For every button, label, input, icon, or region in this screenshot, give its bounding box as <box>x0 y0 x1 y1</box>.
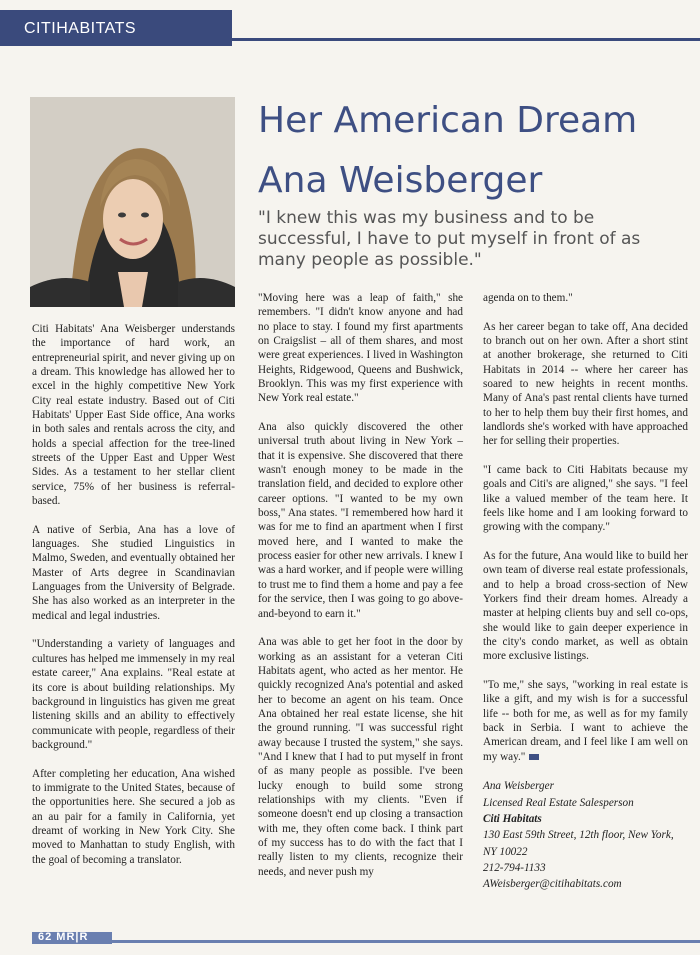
signature-role: Licensed Real Estate Salesperson <box>483 796 634 809</box>
signature-address-line-2: NY 10022 <box>483 845 528 858</box>
header-rule <box>232 38 700 41</box>
signature-name: Ana Weisberger <box>483 780 554 793</box>
text-column-3 <box>483 291 688 893</box>
signature-email: AWeisberger@citihabitats.com <box>483 878 622 891</box>
paragraph-closing <box>483 678 688 764</box>
paragraph: "I came back to Citi Habitats because my goals and Citi's are aligned," she says. "I feel like a valued member of the team here. It feels like home and I am looking forward to growing with the company." <box>483 464 688 534</box>
paragraph: Ana also quickly discovered the other universal truth about living in New York – that it is expensive. She discovered that there wasn't enough money to be made in the translation field, and decided to explore other career options. "I wanted to be my own boss," Ana states. "I remembered how hard it was for me to find an apartment when I first moved here, and I wanted to make the process easier for other new arrivals. I knew I was a hard worker, and if people were willing to trust me to find them a home and pay a fee for the service, then I was going to go above-and-beyond to earn it." <box>258 421 463 620</box>
text-column-2 <box>258 291 463 893</box>
signature-address-line-1: 130 East 59th Street, 12th floor, New York, <box>483 829 674 842</box>
signature-company: Citi Habitats <box>483 813 542 826</box>
signature-block <box>483 778 688 892</box>
article-title: Her American Dream <box>258 100 638 141</box>
end-mark-icon <box>529 754 539 760</box>
paragraph: "Moving here was a leap of faith," she remembers. "I didn't know anyone and had no place to stay. I found my first apartments on Craigslist – all of them shares, and most were great experiences. I lived in Washington Heights, Ridgewood, Queens and Bushwick, Brooklyn. This was my first experience with New York real estate." <box>258 292 463 405</box>
footer-rule <box>112 940 700 943</box>
paragraph: A native of Serbia, Ana has a love of languages. She studied Linguistics in Malmo, Sweden, and eventually obtained her Master of Arts degree in Scandinavian Languages from the University of Belgrade. She has also worked as an interpreter in the medical and legal industries. <box>32 523 235 622</box>
paragraph: agenda on to them." <box>483 292 573 304</box>
portrait-illustration <box>30 97 235 307</box>
page-footer <box>32 932 700 944</box>
pull-quote: "I knew this was my business and to be successful, I have to put myself in front of as many people as possible." <box>258 208 641 270</box>
section-label: CITIHABITATS <box>24 20 137 37</box>
text-column-1 <box>32 322 235 881</box>
paragraph: Ana was able to get her foot in the door by working as an assistant for a veteran Citi Habitats agent, who acted as her mentor. He quickly recognized Ana's potential and asked her to become an agent on his team. Once Ana obtained her real estate license, she hit the ground running. "I was successful right away because I trusted the system," she says. "And I knew that I had to put myself in front of as many people as possible. I've been lucky enough to build some strong relationships with my clients. "Even if someone doesn't end up closing a transaction with me, they often come back. I think part of my success has to do with the fact that I really listen to my clients, recognize their needs, and never push my <box>258 636 463 878</box>
paragraph: "Understanding a variety of languages and cultures has helped me immensely in my real estate career," Ana explains. "Real estate at its core is about building relationships. My background in linguistics has given me great listening skills and an ability to effectively communicate with people, regardless of their background." <box>32 638 235 751</box>
closing-text: "To me," she says, "working in real estate is like a gift, and my wish is for a successful life -- both for me, as well as for my family back in Serbia. I want to achieve the American dream, and I feel like I am well on my way." <box>483 679 688 763</box>
section-header <box>0 0 700 40</box>
article-subtitle: Ana Weisberger <box>258 160 543 201</box>
signature-phone: 212-794-1133 <box>483 861 546 874</box>
page-number: 62 MR|R <box>38 931 89 943</box>
portrait-photo <box>30 97 235 307</box>
paragraph: As for the future, Ana would like to build her own team of diverse real estate professionals, and to help a broad cross-section of New Yorkers find their dream homes. Already a master at helping clients buy and sell co-ops, she would like to gain deeper experience in the city's condo market, as well as obtain more exclusive listings. <box>483 550 688 663</box>
paragraph: Citi Habitats' Ana Weisberger understands the importance of hard work, an entrepreneurial spirit, and never giving up on a dream. This knowledge has allowed her to excel in the highly competitive New York City real estate industry. Based out of Citi Habitats' Upper East Side office, Ana works in both sales and rentals across the city, and holds a special affection for the tree-lined streets of the Upper East and Upper West Sides. As a testament to her stellar client service, 75% of her business is referral-based. <box>32 323 235 508</box>
paragraph: After completing her education, Ana wished to immigrate to the United States, because of the opportunities here. She secured a job as an au pair for a family in California, yet dreamt of working in New York City. She moved to Manhattan to study English, with the goal of becoming a translator. <box>32 767 235 866</box>
paragraph: As her career began to take off, Ana decided to branch out on her own. After a short stint at another brokerage, she returned to Citi Habitats in 2014 -- where her career has soared to new heights in recent months. Many of Ana's past rental clients have turned to her to help them buy their first homes, and landlords she's worked with have approached her for selling their properties. <box>483 320 688 448</box>
